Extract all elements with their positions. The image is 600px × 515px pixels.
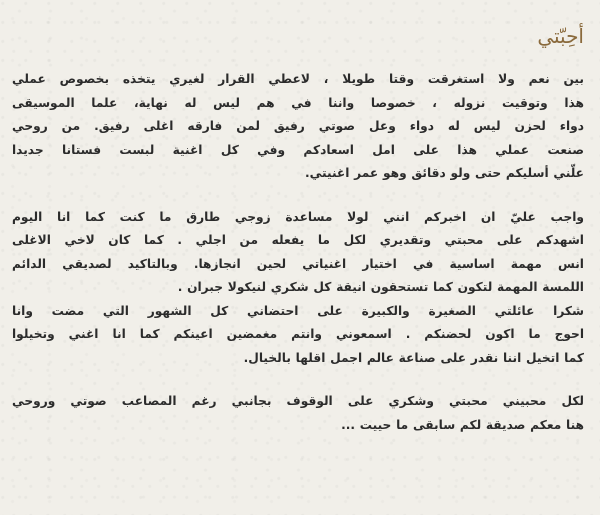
paragraph-line: انس مهمة اساسية في اختيار اغنياتي لحين انجازها. وبالتاكيد لصديقي الدائم — [12, 256, 584, 271]
paragraph-line: دواء لحزن ليس له دواء وعل صوتي رفيق لمن فارقه اغلى رفيق. من روحي — [12, 119, 584, 133]
paragraph-line: علّني أسليكم حتى ولو دقائق وهو عمر اغنيتي. — [305, 166, 584, 180]
paragraph-1 — [12, 68, 584, 186]
paragraph-line: احوج ما اكون لحضنكم . اسمعوني وانتم مغمضين اعينكم كما انا اغني وتخيلوا — [12, 327, 584, 341]
paragraph-line: كما اتخيل اننا نقدر على صناعة عالم اجمل اقلها بالخيال. — [243, 350, 584, 365]
paragraph-2 — [12, 206, 584, 371]
paragraph-line: واجب عليّ ان اخبركم انني لولا مساعدة زوجي طارق ما كنت كما انا اليوم — [12, 209, 584, 224]
paragraph-line: هنا معكم صديقة لكم سابقى ما حييت ... — [341, 417, 584, 432]
paragraph-line: هذا وتوقيت نزوله ، خصوصا واننا في هم ليس له نهاية، علما الموسيقى — [12, 95, 584, 110]
paragraph-line: شكرا عائلتي الصغيرة والكبيرة على احتضاني كل الشهور التي مضت وانا — [12, 303, 584, 318]
paragraph-line: بين نعم ولا استغرقت وقتا طويلا ، لاعطي القرار لغيري يتخذه بخصوص عملي — [12, 72, 584, 86]
article-title: أحِبّتي — [537, 24, 584, 48]
paragraph-line: لكل محبيني محبتي وشكري على الوقوف بجانبي رغم المصاعب صوتي وروحي — [12, 394, 584, 408]
paragraph-line: اللمسة المهمة لتكون كما تستحقون انيقة كل شكري لنيكولا جبران . — [177, 280, 584, 294]
paragraph-line: اشهدكم على محبتي وتقديري لكل ما يفعله من اجلي . كما كان لاخي الاغلى — [12, 233, 584, 247]
paragraph-line: صنعت عملي هذا على امل اسعادكم وفي كل اغنية لبست فستانا جديدا — [12, 142, 584, 157]
paragraph-3 — [12, 390, 584, 437]
article — [0, 22, 600, 437]
